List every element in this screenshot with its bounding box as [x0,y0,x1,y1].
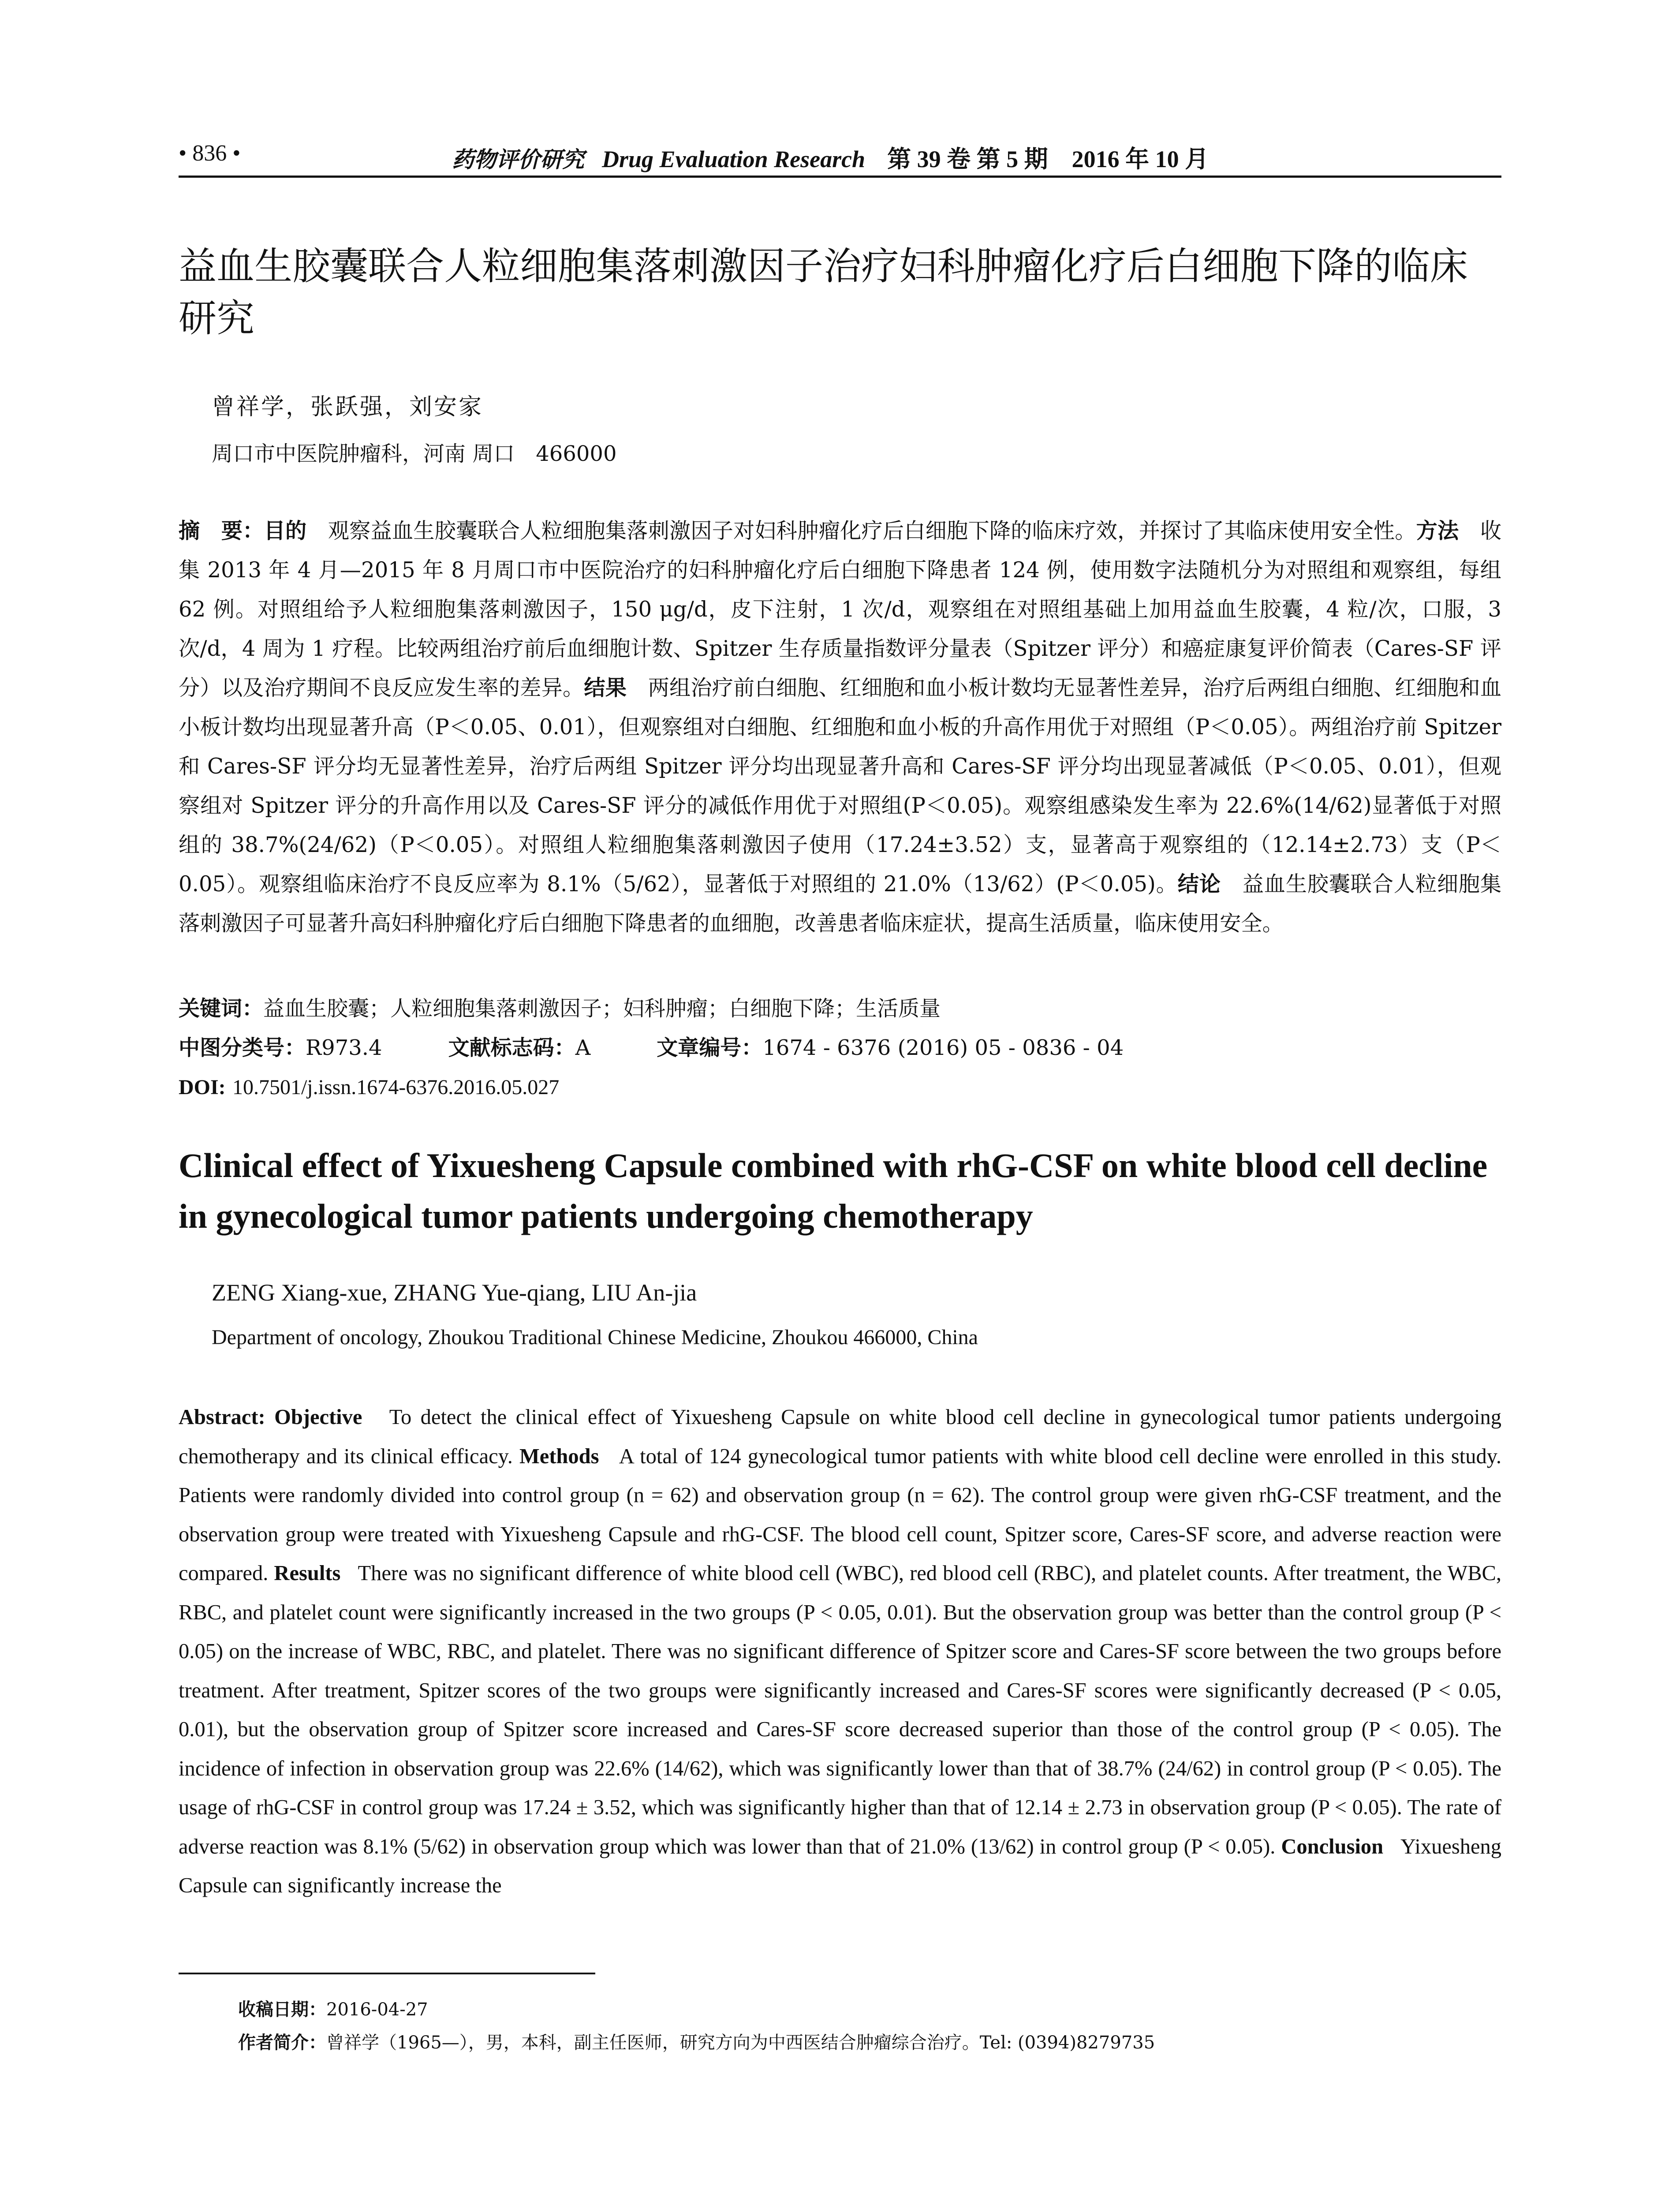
abstract-label-cn: 摘 要： [179,519,264,543]
abstract-cn [179,512,1501,943]
footnote-rule [179,1973,595,1974]
objective-text-cn: 观察益血生胶囊联合人粒细胞集落刺激因子对妇科肿瘤化疗后白细胞下降的临床疗效，并探讨了其临床使用安全性。 [328,519,1416,543]
abstract-label-en: Abstract: [179,1405,265,1429]
results-text-en: There was no significant difference of white blood cell (WBC), red blood cell (RBC), and platelet counts. After treatment, the WBC, RBC, and platelet count were significantly increased in the two groups (P < 0.05, 0.01). But the observation group was better than the control group (P < 0.05) on the increase of WBC, RBC, and platelet. There was no significant difference of Spitzer score and Cares-SF score between the two groups before treatment. After treatment, Spitzer scores of the two groups were significantly increased and Cares-SF scores were significantly decreased (P < 0.05, 0.01), but the observation group of Spitzer score increased and Cares-SF score decreased superior than those of the control group (P < 0.05). The incidence of infection in observation group was 22.6% (14/62), which was significantly lower than that of 38.7% (24/62) in control group (P < 0.05). The usage of rhG-CSF in control group was 17.24 ± 3.52, which was significantly higher than that of 12.14 ± 2.73 in observation group (P < 0.05). The rate of adverse reaction was 8.1% (5/62) in observation group which was lower than that of 21.0% (13/62) in control group (P < 0.05). [179,1562,1502,1858]
title-cn: 益血生胶囊联合人粒细胞集落刺激因子治疗妇科肿瘤化疗后白细胞下降的临床研究 [179,244,1468,340]
affiliation-en: Department of oncology, Zhoukou Traditional Chinese Medicine, Zhoukou 466000, China [212,1326,978,1349]
keywords-text-cn: 益血生胶囊；人粒细胞集落刺激因子；妇科肿瘤；白细胞下降；生活质量 [263,996,941,1021]
doi-label: DOI: [179,1076,226,1099]
journal-line [452,140,1209,174]
results-text-cn: 两组治疗前白细胞、红细胞和血小板计数均无显著性差异，治疗后两组白细胞、红细胞和血小板计数均出现显著升高（P＜0.05、0.01），但观察组对白细胞、红细胞和血小板的升高作用优于对照组（P＜0.05）。两组治疗前 Spitzer 和 Cares-SF 评分均无显著性差异，治疗后两组 Spitzer 评分均出现显著升高和 Cares-SF 评分均出现显著减低（P＜0.05、0.01），但观察组对 Spitzer 评分的升高作用以及 Cares-SF 评分的减低作用优于对照组(P＜0.05)。观察组感染发生率为 22.6%(14/62)显著低于对照组的 38.7%(24/62)（P＜0.05）。对照组人粒细胞集落刺激因子使用（17.24±3.52）支，显著高于观察组的（12.14±2.73）支（P＜0.05）。观察组临床治疗不良反应率为 8.1%（5/62），显著低于对照组的 21.0%（13/62）(P＜0.05)。 [179,676,1502,897]
conclusion-text-cn: 益血生胶囊联合人粒细胞集落刺激因子可显著升高妇科肿瘤化疗后白细胞下降患者的血细胞，改善患者临床症状，提高生活质量，临床使用安全。 [179,872,1502,936]
keywords-label-cn: 关键词： [179,996,264,1021]
objective-label-en: Objective [274,1405,362,1429]
received-date: 2016-04-27 [326,1999,428,2020]
results-label-en: Results [274,1562,341,1585]
footnote-author [238,2029,1155,2054]
doc-code-label: 文献标志码： [448,1035,575,1060]
abstract-en [179,1398,1501,1906]
methods-text-cn: 收集 2013 年 4 月—2015 年 8 月周口市中医院治疗的妇科肿瘤化疗后白细胞下降患者 124 例，使用数字法随机分为对照组和观察组，每组 62 例。对照组给予人粒细胞集落刺激因子，150 μg/d，皮下注射，1 次/d，观察组在对照组基础上加用益血生胶囊，4 粒/次，口服，3 次/d，4 周为 1 疗程。比较两组治疗前后血细胞计数、Spitzer 生存质量指数评分量表（Spitzer 评分）和癌症康复评价简表（Cares-SF 评分）以及治疗期间不良反应发生率的差异。 [179,519,1502,700]
conclusion-label-en: Conclusion [1281,1835,1384,1858]
methods-label-en: Methods [519,1444,599,1468]
journal-logo-cn: 药物评价研究 [452,146,584,172]
journal-name-en: Drug Evaluation Research [602,146,866,172]
issue-info: 第 39 卷 第 5 期 2016 年 10 月 [887,146,1209,172]
clc-value: R973.4 [306,1035,382,1060]
results-label-cn: 结果 [584,676,627,700]
keywords-cn [179,989,1501,1028]
authors-en: ZENG Xiang-xue, ZHANG Yue-qiang, LIU An-jia [212,1279,697,1306]
article-no-label: 文章编号： [657,1035,763,1060]
conclusion-label-cn: 结论 [1177,872,1221,897]
running-header [179,140,1501,176]
doi-line [179,1068,1501,1107]
doc-code-value: A [575,1035,591,1060]
header-rule [179,176,1501,178]
page-number: • 836 • [179,141,241,166]
methods-text-en: A total of 124 gynecological tumor patients with white blood cell decline were enrolled in this study. Patients were randomly divided into control group (n = 62) and observation group (n = 62). The control group were given rhG-CSF treatment, and the observation group were treated with Yixuesheng Capsule and rhG-CSF. The blood cell count, Spitzer score, Cares-SF score, and adverse reaction were compared. [179,1444,1501,1585]
classification-line [179,1028,1501,1068]
authors-cn: 曾祥学，张跃强，刘安家 [212,394,484,420]
methods-label-cn: 方法 [1416,519,1459,543]
received-label: 收稿日期： [238,1999,326,2020]
footnote-received [238,1996,428,2021]
objective-text-en: To detect the clinical effect of Yixuesheng Capsule on white blood cell decline in gynecological tumor patients undergoing chemotherapy and its clinical efficacy. [179,1405,1502,1468]
title-en: Clinical effect of Yixuesheng Capsule combined with rhG-CSF on white blood cell decline in gynecological tumor patients undergoing chemotherapy [179,1146,1488,1235]
affiliation-cn: 周口市中医院肿瘤科，河南 周口 466000 [212,441,617,466]
author-info-text: 曾祥学（1965—），男，本科，副主任医师，研究方向为中西医结合肿瘤综合治疗。Tel: (0394)8279735 [326,2033,1155,2053]
author-info-label: 作者简介： [238,2033,326,2053]
clc-label: 中图分类号： [179,1035,306,1060]
conclusion-text-en: Yixuesheng Capsule can significantly increase the [179,1835,1502,1897]
doi-link[interactable]: 10.7501/j.issn.1674-6376.2016.05.027 [232,1076,560,1099]
article-no-value: 1674 - 6376 (2016) 05 - 0836 - 04 [762,1035,1124,1060]
objective-label-cn: 目的 [264,519,307,543]
